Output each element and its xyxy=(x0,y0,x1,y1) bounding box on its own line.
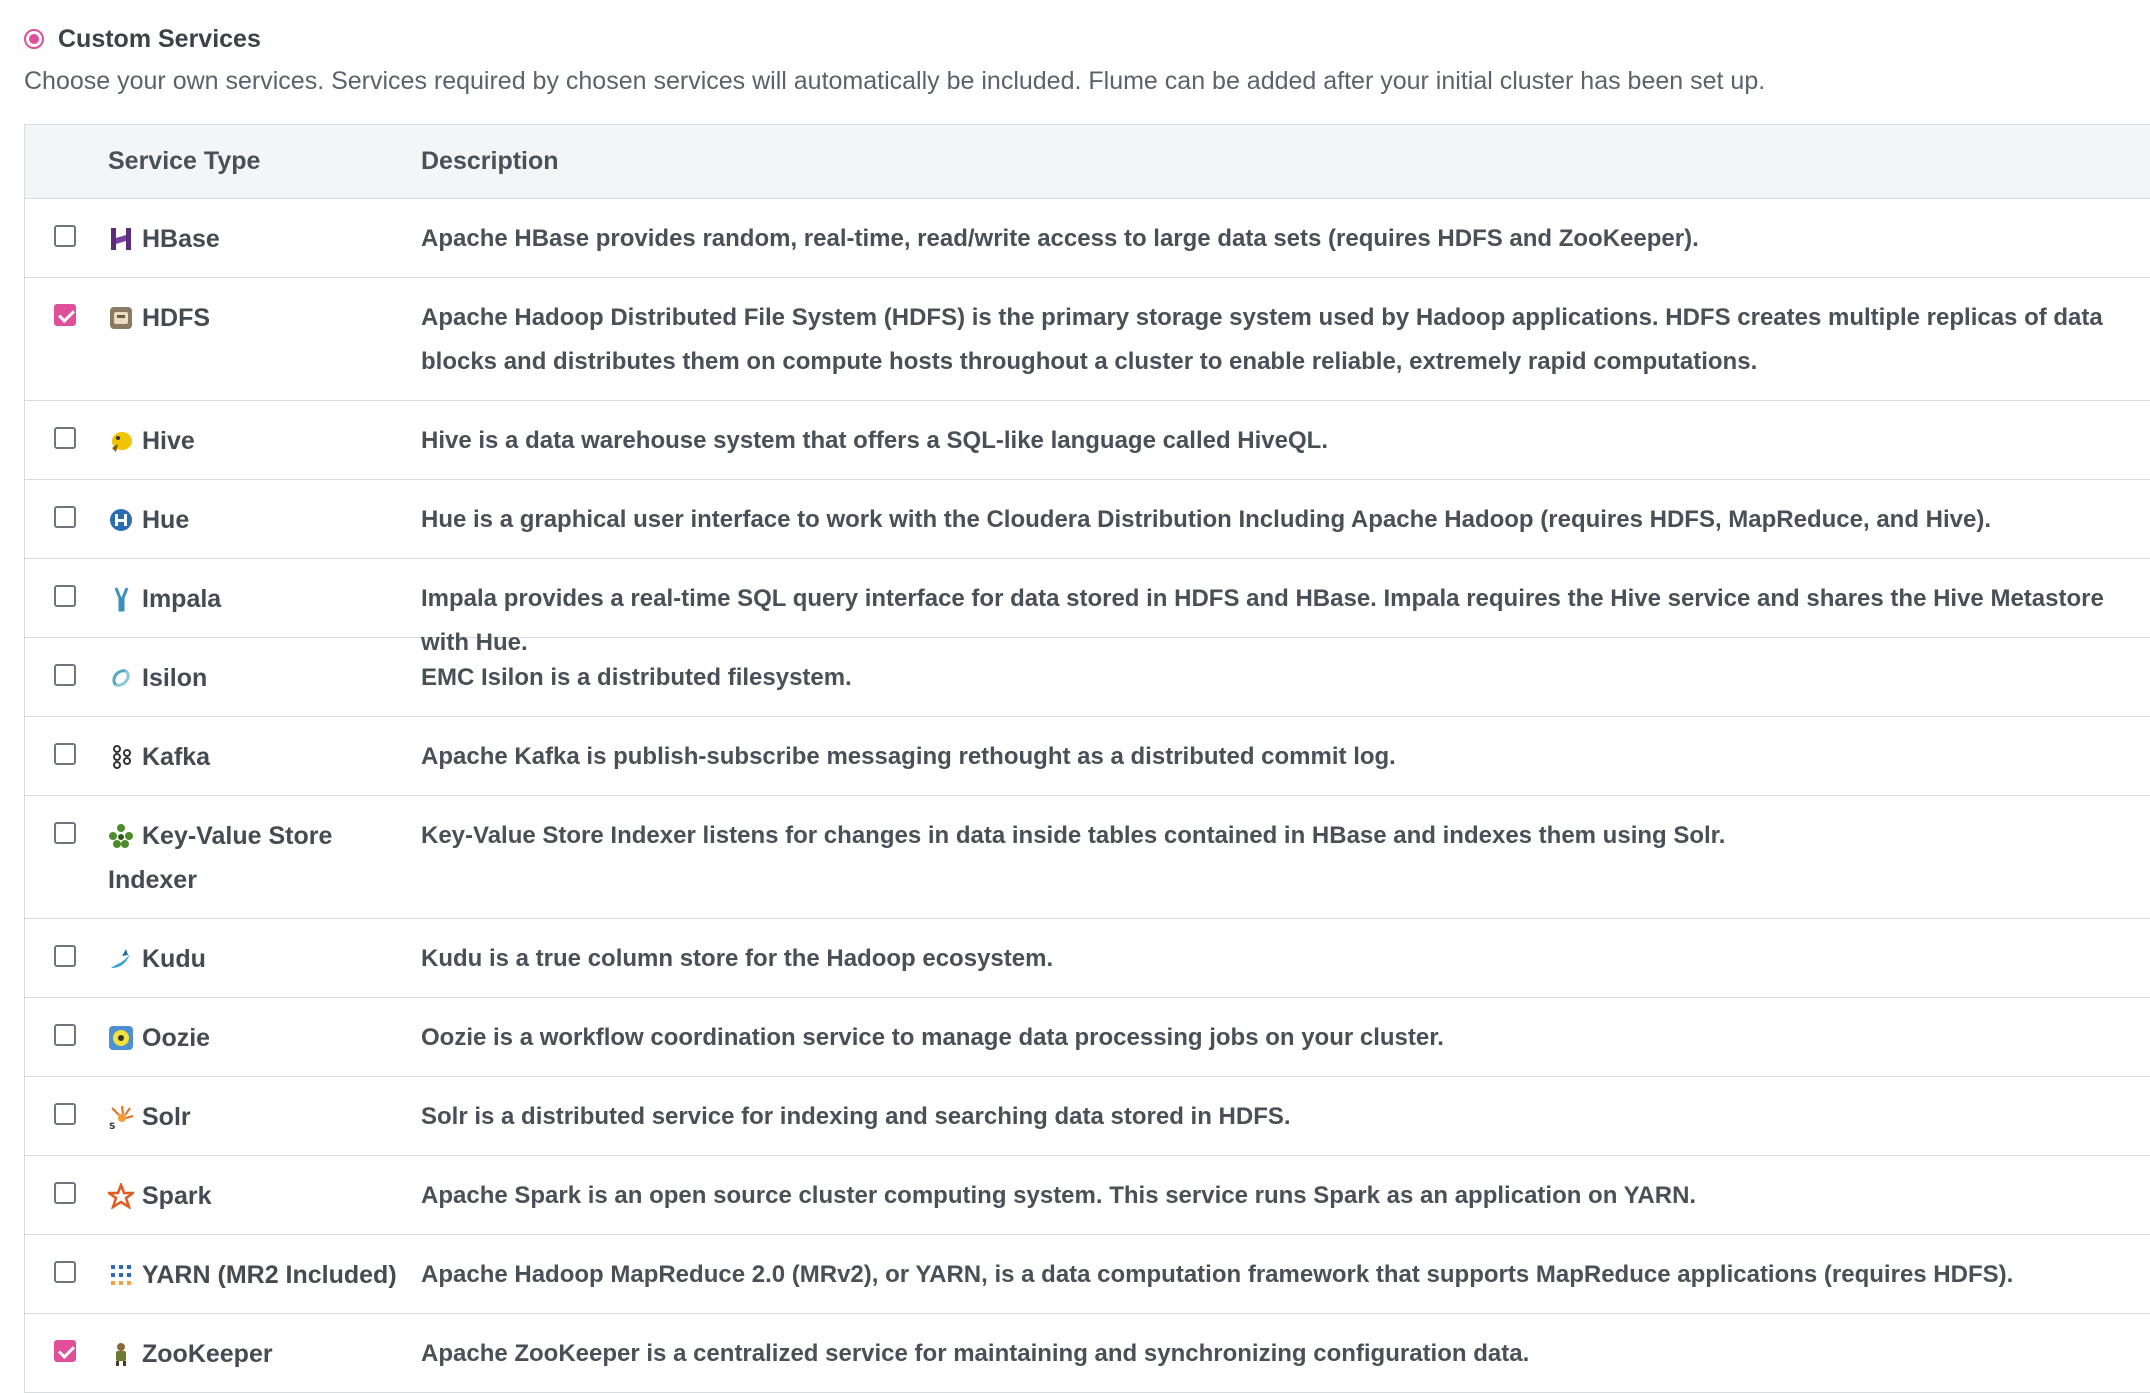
section-subtitle: Choose your own services. Services required by chosen services will automatically be included. Flume can be added after your initial cluster has been set up. xyxy=(24,67,1766,95)
oozie-icon xyxy=(108,1021,134,1047)
section-title: Custom Services xyxy=(58,24,261,53)
service-name: YARN (MR2 Included) xyxy=(142,1261,397,1289)
hive-icon xyxy=(108,424,134,450)
table-row xyxy=(25,998,2150,1077)
table-row xyxy=(25,919,2150,998)
service-description: Solr is a distributed service for indexing and searching data stored in HDFS. xyxy=(421,1103,1291,1130)
service-type-cell xyxy=(108,419,398,463)
service-description: EMC Isilon is a distributed filesystem. xyxy=(421,664,852,691)
checkbox-kudu[interactable] xyxy=(54,945,76,967)
table-body xyxy=(25,199,2150,1393)
checkbox-solr[interactable] xyxy=(54,1103,76,1125)
table-row xyxy=(25,717,2150,796)
column-header-service-type: Service Type xyxy=(108,147,261,175)
checkbox-oozie[interactable] xyxy=(54,1024,76,1046)
service-name: Hue xyxy=(142,506,190,534)
services-table xyxy=(24,124,2150,1393)
service-description: Apache Spark is an open source cluster computing system. This service runs Spark as an application on YARN. xyxy=(421,1182,1697,1209)
checkbox-hue[interactable] xyxy=(54,506,76,528)
service-description: Apache ZooKeeper is a centralized service for maintaining and synchronizing configuration data. xyxy=(421,1340,1530,1367)
kudu-icon xyxy=(108,942,134,968)
service-type-cell xyxy=(108,217,398,261)
table-row xyxy=(25,638,2150,717)
service-type-cell xyxy=(108,656,398,700)
checkbox-isilon[interactable] xyxy=(54,664,76,686)
service-type-cell xyxy=(108,735,398,779)
service-name: Hive xyxy=(142,427,195,455)
service-description: Hive is a data warehouse system that offers a SQL-like language called HiveQL. xyxy=(421,427,1328,454)
checkbox-hdfs[interactable] xyxy=(54,304,76,326)
service-type-cell xyxy=(108,937,398,981)
service-description: Kudu is a true column store for the Hadoop ecosystem. xyxy=(421,945,1054,972)
service-type-cell xyxy=(108,498,398,542)
service-type-cell xyxy=(108,1253,398,1297)
table-row xyxy=(25,401,2150,480)
checkbox-hive[interactable] xyxy=(54,427,76,449)
service-description: Apache Hadoop Distributed File System (HDFS) is the primary storage system used by Hadoop applications. HDFS creates multiple replicas of data blocks and distributes them on compute hosts throughout a cluster to enable reliable, extremely rapid computations. xyxy=(421,304,2103,375)
service-description: Hue is a graphical user interface to work with the Cloudera Distribution Including Apache Hadoop (requires HDFS, MapReduce, and Hive). xyxy=(421,506,1992,533)
service-type-cell xyxy=(108,1174,398,1218)
checkbox-hbase[interactable] xyxy=(54,225,76,247)
service-name: Kudu xyxy=(142,945,206,973)
service-description: Apache Kafka is publish-subscribe messaging rethought as a distributed commit log. xyxy=(421,743,1396,770)
custom-services-option[interactable] xyxy=(24,22,261,56)
service-name: HDFS xyxy=(142,304,211,332)
spark-icon xyxy=(108,1179,134,1205)
service-name: Key-Value Store Indexer xyxy=(108,822,333,894)
column-header-description: Description xyxy=(421,147,559,175)
service-type-cell xyxy=(108,577,398,621)
table-row xyxy=(25,278,2150,401)
custom-services-radio[interactable] xyxy=(24,29,44,49)
checkbox-impala[interactable] xyxy=(54,585,76,607)
service-type-cell xyxy=(108,1332,398,1376)
checkbox-zookeeper[interactable] xyxy=(54,1340,76,1362)
checkbox-yarn-mr2-included[interactable] xyxy=(54,1261,76,1283)
svg-text:S: S xyxy=(109,1122,116,1130)
solr-icon xyxy=(108,1100,134,1130)
service-description: Impala provides a real-time SQL query interface for data stored in HDFS and HBase. Impala requires the Hive service and shares the Hive Metastore with Hue. xyxy=(421,585,2104,656)
service-name: Spark xyxy=(142,1182,212,1210)
hbase-icon xyxy=(108,222,134,248)
service-name: Solr xyxy=(142,1103,191,1131)
service-name: Impala xyxy=(142,585,222,613)
table-row xyxy=(25,1314,2150,1393)
service-name: Kafka xyxy=(142,743,211,771)
service-name: Isilon xyxy=(142,664,208,692)
table-row xyxy=(25,480,2150,559)
service-name: HBase xyxy=(142,225,220,253)
service-description: Key-Value Store Indexer listens for changes in data inside tables contained in HBase and indexes them using Solr. xyxy=(421,822,1726,849)
table-row xyxy=(25,1077,2150,1156)
checkbox-kafka[interactable] xyxy=(54,743,76,765)
table-header xyxy=(25,125,2150,199)
zookeeper-icon xyxy=(108,1337,134,1363)
hdfs-icon xyxy=(108,301,134,327)
yarn-icon xyxy=(108,1258,134,1284)
service-description: Oozie is a workflow coordination service to manage data processing jobs on your cluster. xyxy=(421,1024,1444,1051)
service-type-cell xyxy=(108,296,398,340)
kafka-icon xyxy=(108,740,134,766)
table-row xyxy=(25,1156,2150,1235)
isilon-icon xyxy=(108,661,134,687)
hue-icon xyxy=(108,503,134,529)
table-row xyxy=(25,796,2150,919)
checkbox-key-value-store-indexer[interactable] xyxy=(54,822,76,844)
table-row xyxy=(25,199,2150,278)
service-type-cell xyxy=(108,1095,398,1139)
service-name: Oozie xyxy=(142,1024,211,1052)
key-value-store-indexer-icon xyxy=(108,819,134,845)
service-name: ZooKeeper xyxy=(142,1340,273,1368)
checkbox-spark[interactable] xyxy=(54,1182,76,1204)
service-description: Apache HBase provides random, real-time, read/write access to large data sets (requires HDFS and ZooKeeper). xyxy=(421,225,1699,252)
service-type-cell xyxy=(108,814,398,902)
impala-icon xyxy=(108,582,134,608)
table-row xyxy=(25,1235,2150,1314)
service-type-cell xyxy=(108,1016,398,1060)
table-row xyxy=(25,559,2150,656)
service-description: Apache Hadoop MapReduce 2.0 (MRv2), or YARN, is a data computation framework that supports MapReduce applications (requires HDFS). xyxy=(421,1261,2014,1288)
